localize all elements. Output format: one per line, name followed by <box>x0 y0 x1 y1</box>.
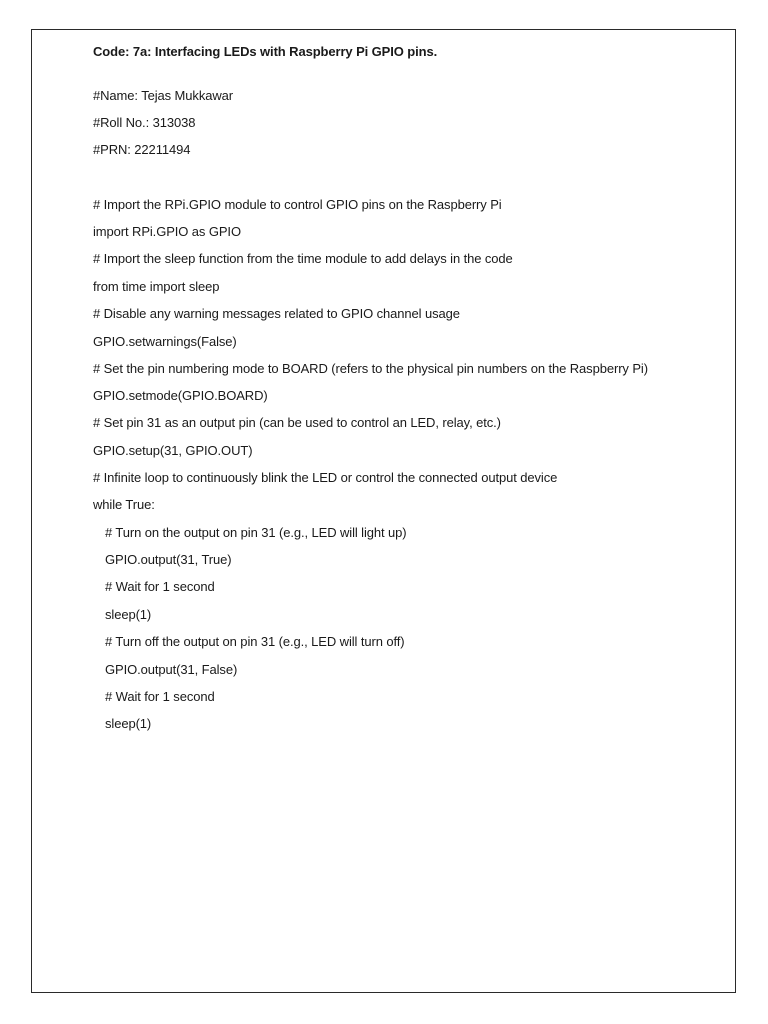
roll-number-line: #Roll No.: 313038 <box>93 115 196 130</box>
code-line: # Wait for 1 second <box>105 579 215 594</box>
name-line: #Name: Tejas Mukkawar <box>93 88 233 103</box>
code-line: # Set pin 31 as an output pin (can be used to control an LED, relay, etc.) <box>93 415 501 430</box>
code-line: # Set the pin numbering mode to BOARD (refers to the physical pin numbers on the Raspberry Pi) <box>93 361 648 376</box>
code-line: # Import the sleep function from the time module to add delays in the code <box>93 251 513 266</box>
code-line: # Infinite loop to continuously blink the LED or control the connected output device <box>93 470 558 485</box>
code-line: # Turn on the output on pin 31 (e.g., LED will light up) <box>105 525 407 540</box>
code-line: while True: <box>93 497 155 512</box>
prn-line: #PRN: 22211494 <box>93 142 191 157</box>
code-line: GPIO.output(31, False) <box>105 662 238 677</box>
code-line: # Wait for 1 second <box>105 689 215 704</box>
code-line: GPIO.setwarnings(False) <box>93 334 237 349</box>
code-line: import RPi.GPIO as GPIO <box>93 224 241 239</box>
code-line: GPIO.setup(31, GPIO.OUT) <box>93 443 253 458</box>
code-line: GPIO.setmode(GPIO.BOARD) <box>93 388 268 403</box>
code-line: # Disable any warning messages related to GPIO channel usage <box>93 306 460 321</box>
code-line: from time import sleep <box>93 279 220 294</box>
code-line: sleep(1) <box>105 607 152 622</box>
document-title: Code: 7a: Interfacing LEDs with Raspberry Pi GPIO pins. <box>93 44 438 59</box>
code-line: # Turn off the output on pin 31 (e.g., LED will turn off) <box>105 634 405 649</box>
code-line: GPIO.output(31, True) <box>105 552 232 567</box>
code-line: # Import the RPi.GPIO module to control GPIO pins on the Raspberry Pi <box>93 197 502 212</box>
code-line: sleep(1) <box>105 716 152 731</box>
